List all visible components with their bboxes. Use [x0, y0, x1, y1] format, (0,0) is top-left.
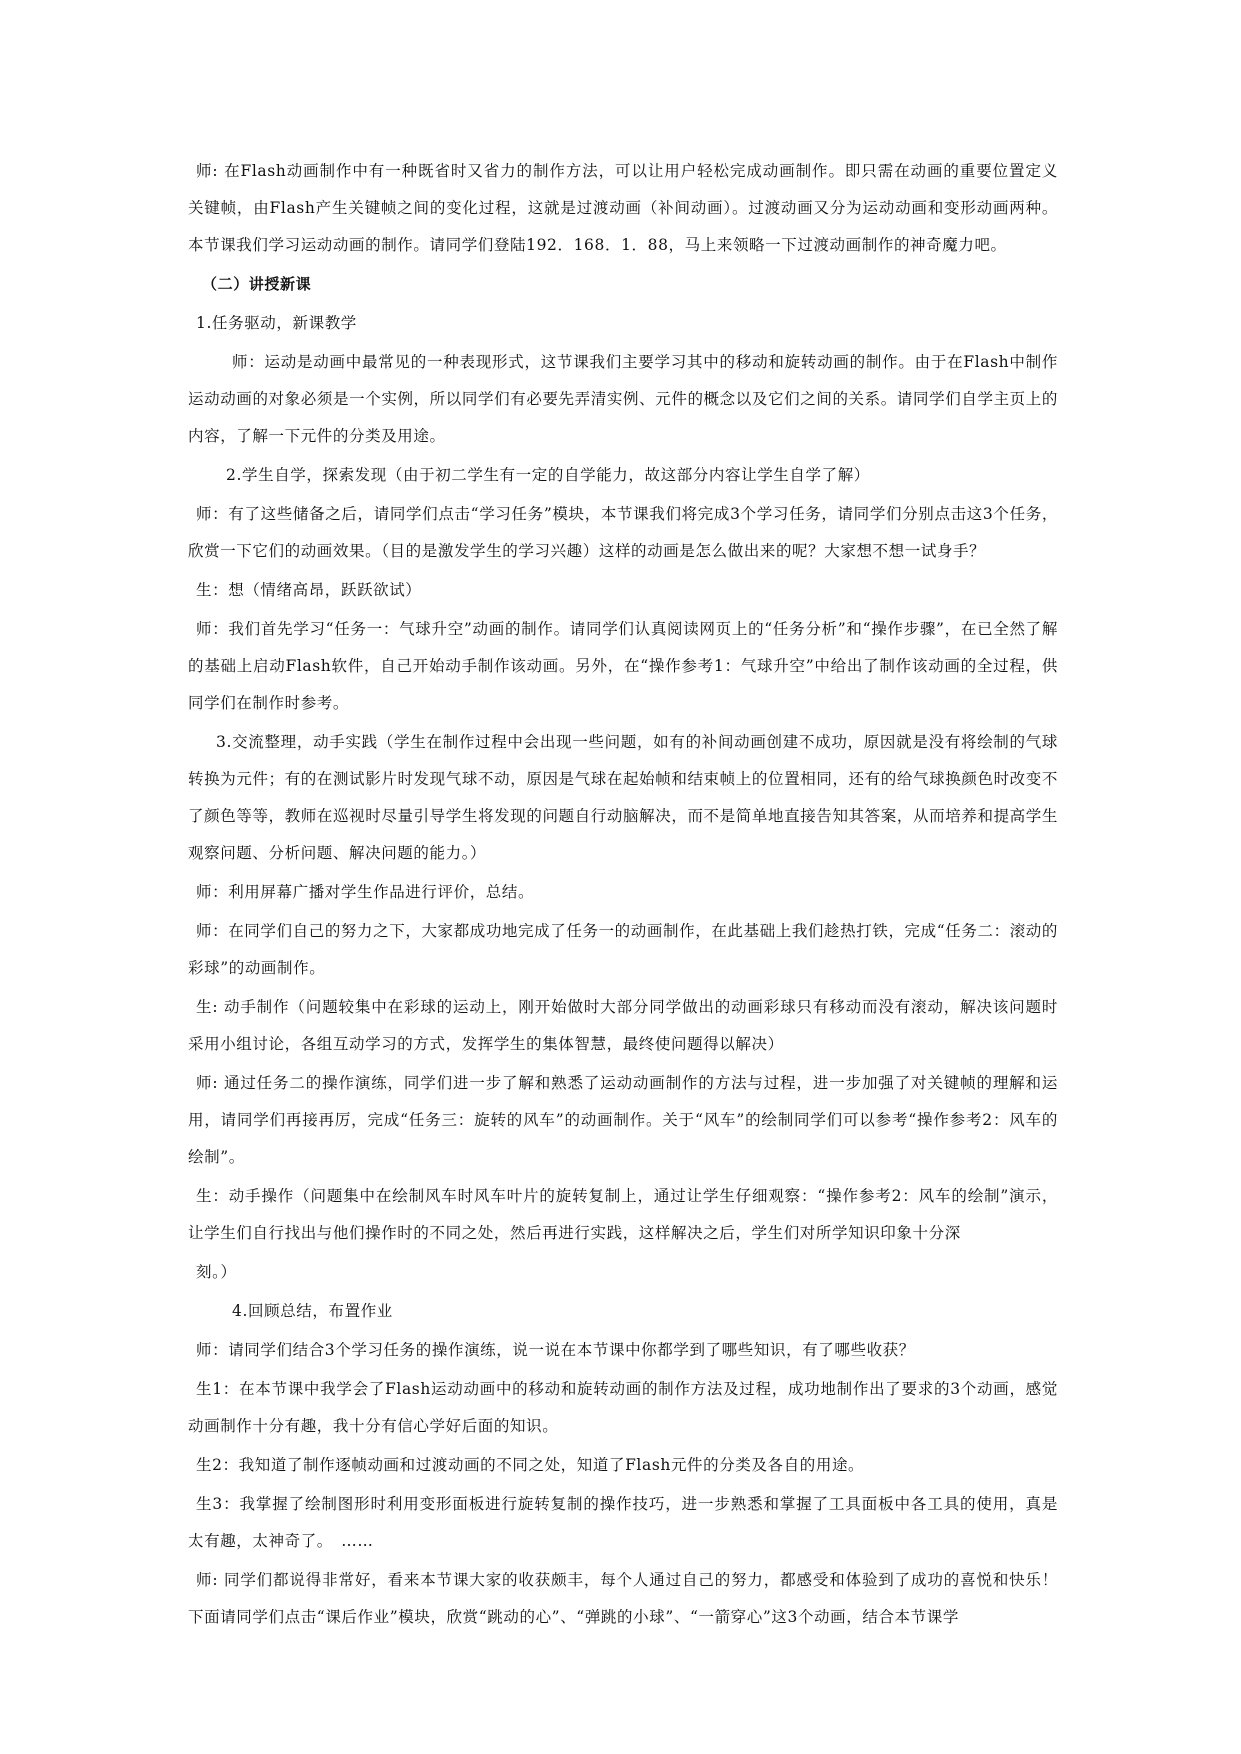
paragraph-teacher-task-one: 师：我们首先学习“任务一：气球升空”动画的制作。请同学们认真阅读网页上的“任务分析”和“操作步骤”，在已全然了解的基础上启动Flash软件，自己开始动手制作该动画。另外，在“操作参考1：气球升空”中给出了制作该动画的全过程，供同学们在制作时参考。: [188, 620, 1058, 712]
paragraph-student-three: 生3：我掌握了绘制图形时利用变形面板进行旋转复制的操作技巧，进一步熟悉和掌握了工具面板中各工具的使用，真是太有趣，太神奇了。 ……: [188, 1495, 1058, 1550]
subheading-self-study: 2.学生自学，探索发现（由于初二学生有一定的自学能力，故这部分内容让学生自学了解）: [226, 466, 870, 484]
paragraph-student-two: 生2：我知道了制作逐帧动画和过渡动画的不同之处，知道了Flash元件的分类及各自的用途。: [196, 1456, 865, 1474]
paragraph-student-task-three-end: 刻。）: [196, 1263, 237, 1281]
paragraph-teacher-task-three: 师: 通过任务二的操作演练，同学们进一步了解和熟悉了运动动画制作的方法与过程，进一步加强了对关键帧的理解和运用，请同学们再接再厉，完成“任务三：旋转的风车”的动画制作。关于“风车”的绘制同学们可以参考“操作参考2：风车的绘制”。: [188, 1074, 1058, 1166]
subheading-review: 4.回顾总结，布置作业: [232, 1302, 393, 1320]
section-heading-new-lesson: （二）讲授新课: [202, 275, 312, 293]
subheading-practice: 3.交流整理，动手实践（学生在制作过程中会出现一些问题，如有的补间动画创建不成功，原因就是没有将绘制的气球转换为元件；有的在测试影片时发现气球不动，原因是气球在起始帧和结束帧上的位置相同，还有的给气球换颜色时改变不了颜色等等，教师在巡视时尽量引导学生将发现的问题自行动脑解决，而不是简单地直接告知其答案，从而培养和提高学生观察问题、分析问题、解决问题的能力。）: [188, 733, 1058, 862]
subheading-task-driven: 1.任务驱动，新课教学: [196, 314, 357, 332]
paragraph-student-task-two: 生: 动手制作（问题较集中在彩球的运动上，刚开始做时大部分同学做出的动画彩球只有移动而没有滚动，解决该问题时采用小组讨论，各组互动学习的方式，发挥学生的集体智慧，最终使问题得以解决）: [188, 998, 1058, 1053]
paragraph-student-task-three: 生：动手操作（问题集中在绘制风车时风车叶片的旋转复制上，通过让学生仔细观察：“操作参考2：风车的绘制”演示，让学生们自行找出与他们操作时的不同之处，然后再进行实践，这样解决之后，学生们对所学知识印象十分深: [188, 1187, 1058, 1242]
paragraph-teacher-broadcast: 师：利用屏幕广播对学生作品进行评价，总结。: [196, 883, 535, 901]
paragraph-teacher-tasks: 师：有了这些储备之后，请同学们点击“学习任务”模块，本节课我们将完成3个学习任务，请同学们分别点击这3个任务，欣赏一下它们的动画效果。（目的是激发学生的学习兴趣）这样的动画是怎么做出来的呢？大家想不想一试身手？: [188, 505, 1058, 560]
paragraph-student-one: 生1：在本节课中我学会了Flash运动动画中的移动和旋转动画的制作方法及过程，成功地制作出了要求的3个动画，感觉动画制作十分有趣，我十分有信心学好后面的知识。: [188, 1380, 1058, 1435]
paragraph-student-want: 生：想（情绪高昂，跃跃欲试）: [196, 581, 422, 599]
paragraph-teacher-review: 师：请同学们结合3个学习任务的操作演练，说一说在本节课中你都学到了哪些知识，有了哪些收获？: [196, 1341, 915, 1359]
document-body: [188, 153, 1058, 1638]
paragraph-teacher-task-two: 师：在同学们自己的努力之下，大家都成功地完成了任务一的动画制作，在此基础上我们趁热打铁，完成“任务二：滚动的彩球”的动画制作。: [188, 922, 1058, 977]
paragraph-teacher-homework: 师: 同学们都说得非常好，看来本节课大家的收获颇丰，每个人通过自己的努力，都感受和体验到了成功的喜悦和快乐！下面请同学们点击“课后作业”模块，欣赏“跳动的心”、“弹跳的小球”、“一箭穿心”这3个动画，结合本节课学: [188, 1571, 1058, 1626]
paragraph-intro: 师: 在Flash动画制作中有一种既省时又省力的制作方法，可以让用户轻松完成动画制作。即只需在动画的重要位置定义关键帧，由Flash产生关键帧之间的变化过程，这就是过渡动画（补间动画）。过渡动画又分为运动动画和变形动画两种。本节课我们学习运动动画的制作。请同学们登陆192．168．1．88，马上来领略一下过渡动画制作的神奇魔力吧。: [188, 162, 1058, 254]
paragraph-teacher-motion: 师：运动是动画中最常见的一种表现形式，这节课我们主要学习其中的移动和旋转动画的制作。由于在Flash中制作运动动画的对象必须是一个实例，所以同学们有必要先弄清实例、元件的概念以及它们之间的关系。请同学们自学主页上的内容，了解一下元件的分类及用途。: [188, 353, 1058, 445]
